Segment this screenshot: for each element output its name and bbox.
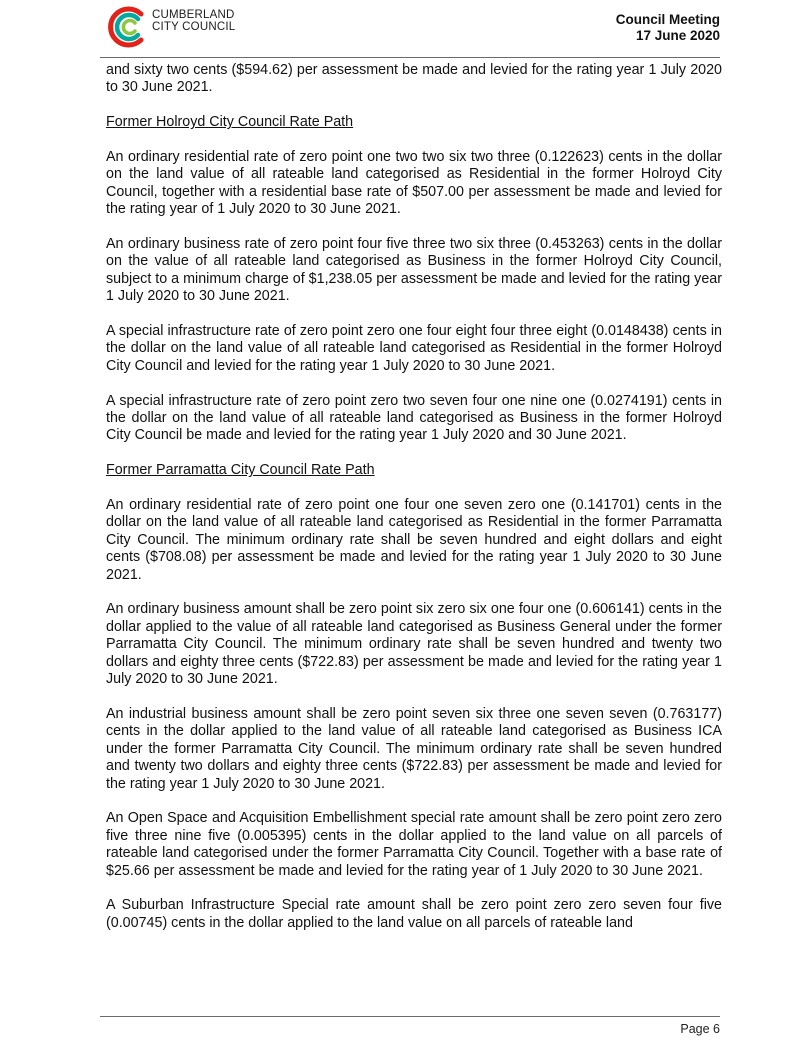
paragraph: A special infrastructure rate of zero point zero two seven four one nine one (0.0274191) cents in the dollar on the land value of all rateable land categorised as Business in the former Holroyd City Council be made and levied for the rating year 1 July 2020 and 30 June 2021. bbox=[106, 392, 722, 444]
page-header bbox=[0, 0, 796, 60]
paragraph: A Suburban Infrastructure Special rate amount shall be zero point zero zero seven four five (0.00745) cents in the dollar applied to the land value on all parcels of rateable land bbox=[106, 897, 722, 931]
paragraph: An ordinary residential rate of zero point one four one seven zero one (0.141701) cents in the dollar on the land value of all rateable land categorised as Residential in the former Parramatta City Council. The minimum ordinary rate shall be seven hundred and eight dollars and eight cents ($708.08) per assessment be made and levied for the rating year 1 July 2020 to 30 June 2021. bbox=[106, 497, 722, 583]
footer-divider bbox=[100, 1016, 720, 1017]
org-name-line2: CITY COUNCIL bbox=[152, 21, 236, 33]
org-name-line1: CUMBERLAND bbox=[152, 9, 235, 21]
cumberland-logo-icon bbox=[102, 2, 152, 52]
section-heading-parramatta: Former Parramatta City Council Rate Path bbox=[106, 462, 375, 479]
meeting-title: Council Meeting bbox=[615, 12, 720, 27]
paragraph: A special infrastructure rate of zero point zero one four eight four three eight (0.0148438) cents in the dollar on the land value of all rateable land categorised as Residential in the former Holroyd City Council and levied for the rating year 1 July 2020 to 30 June 2021. bbox=[106, 323, 722, 374]
org-name bbox=[152, 9, 235, 33]
meeting-info bbox=[616, 12, 720, 44]
header-divider bbox=[100, 57, 720, 58]
paragraph: and sixty two cents ($594.62) per assessment be made and levied for the rating year 1 July 2020 to 30 June 2021. bbox=[106, 62, 722, 96]
paragraph: An ordinary residential rate of zero point one two two six two three (0.122623) cents in the dollar on the land value of all rateable land categorised as Residential in the former Holroyd City Council, together with a residential base rate of $507.00 per assessment be made and levied for the rating year of 1 July 2020 to 30 June 2021. bbox=[106, 149, 722, 218]
paragraph: An ordinary business rate of zero point four five three two six three (0.453263) cents in the dollar on the value of all rateable land categorised as Business in the former Holroyd City Council, subject to a minimum charge of $1,238.05 per assessment be made and levied for the rating year 1 July 2020 to 30 June 2021. bbox=[106, 236, 722, 305]
meeting-date: 17 June 2020 bbox=[635, 28, 720, 43]
paragraph: An industrial business amount shall be zero point seven six three one seven seven (0.763177) cents in the dollar applied to the land value of all rateable land categorised as Business ICA under the former Parramatta City Council. The minimum ordinary rate shall be seven hundred and twenty two dollars and eighty three cents ($722.83) per assessment be made and levied for the rating year 1 July 2020 to 30 June 2021. bbox=[106, 705, 722, 792]
paragraph: An ordinary business amount shall be zero point six zero six one four one (0.606141) cents in the dollar applied to the value of all rateable land categorised as Business General under the former Parramatta City Council. The minimum ordinary rate shall be seven hundred and twenty two dollars and eighty three cents ($722.83) per assessment be made and levied for the rating year 1 July 2020 to 30 June 2021. bbox=[106, 601, 722, 688]
section-heading-holroyd: Former Holroyd City Council Rate Path bbox=[106, 114, 354, 131]
page-number: Page 6 bbox=[680, 1022, 720, 1036]
document-body bbox=[106, 62, 722, 950]
paragraph: An Open Space and Acquisition Embellishment special rate amount shall be zero point zero zero five three nine five (0.005395) cents in the dollar applied to the land value on all parcels of rateable land categorised under the former Parramatta City Council. Together with a base rate of $25.66 per assessment be made and levied for the rating year of 1 July 2020 to 30 June 2021. bbox=[106, 810, 722, 879]
